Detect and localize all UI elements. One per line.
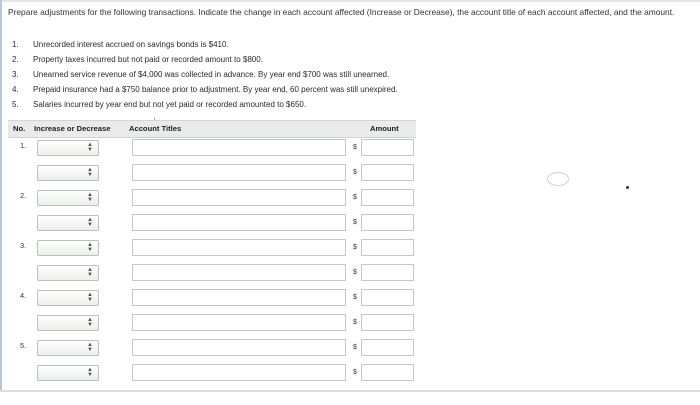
updown-chevron-icon: ▲ ▼	[87, 167, 93, 178]
updown-chevron-icon: ▲ ▼	[87, 292, 93, 303]
amount-input[interactable]	[361, 339, 414, 356]
row-number: 4.	[20, 291, 27, 300]
currency-symbol: $	[353, 219, 357, 226]
account-title-input[interactable]	[132, 339, 346, 356]
updown-chevron-icon: ▲ ▼	[87, 217, 93, 228]
change-select[interactable]	[37, 265, 99, 281]
currency-symbol: $	[353, 169, 357, 176]
updown-chevron-icon: ▲ ▼	[87, 142, 93, 153]
transaction-list	[12, 37, 572, 112]
change-select[interactable]	[37, 340, 99, 356]
amount-input[interactable]	[361, 364, 414, 381]
list-item-text: Unrecorded interest accrued on savings bonds is $410.	[33, 40, 229, 49]
list-item-number: 5.	[12, 100, 19, 109]
top-divider	[0, 0, 700, 2]
list-item-text: Unearned service revenue of $4,000 was collected in advance. By year end $700 was still unearned.	[33, 70, 390, 79]
row-number: 2.	[20, 191, 27, 200]
change-select[interactable]	[37, 365, 99, 381]
table-row	[8, 289, 428, 311]
amount-input[interactable]	[361, 164, 414, 181]
bottom-divider	[0, 390, 700, 392]
table-header	[8, 120, 416, 138]
circle-icon	[547, 172, 569, 186]
header-no: No.	[13, 124, 26, 133]
table-row	[8, 364, 428, 386]
table-row	[8, 189, 428, 211]
updown-chevron-icon: ▲ ▼	[87, 367, 93, 378]
list-item	[12, 82, 572, 97]
change-select[interactable]	[37, 140, 99, 156]
list-item-number: 2.	[12, 55, 19, 64]
list-item-text: Property taxes incurred but not paid or recorded amount to $800.	[33, 55, 263, 64]
account-title-input[interactable]	[132, 214, 346, 231]
currency-symbol: $	[353, 319, 357, 326]
account-title-input[interactable]	[132, 264, 346, 281]
amount-input[interactable]	[361, 314, 414, 331]
table-row	[8, 164, 428, 186]
header-change: Increase or Decrease	[34, 124, 111, 133]
table-row	[8, 239, 428, 261]
list-item-text: Prepaid insurance had a $750 balance prior to adjustment. By year end, 60 percent was still unexpired.	[33, 85, 398, 94]
amount-input[interactable]	[361, 239, 414, 256]
amount-input[interactable]	[361, 139, 414, 156]
change-select[interactable]	[37, 240, 99, 256]
table-row	[8, 214, 428, 236]
amount-input[interactable]	[361, 289, 414, 306]
change-select[interactable]	[37, 315, 99, 331]
updown-chevron-icon: ▲ ▼	[87, 342, 93, 353]
header-amount: Amount	[370, 124, 399, 133]
account-title-input[interactable]	[132, 314, 346, 331]
currency-symbol: $	[353, 144, 357, 151]
list-item	[12, 37, 572, 52]
row-number: 1.	[20, 141, 27, 150]
currency-symbol: $	[353, 269, 357, 276]
account-title-input[interactable]	[132, 139, 346, 156]
account-title-input[interactable]	[132, 164, 346, 181]
updown-chevron-icon: ▲ ▼	[87, 317, 93, 328]
change-select[interactable]	[37, 165, 99, 181]
account-title-input[interactable]	[132, 189, 346, 206]
instructions-text: Prepare adjustments for the following transactions. Indicate the change in each account affected (Increase or Decrease), the account title of each account affected, and the amount.	[8, 7, 675, 17]
currency-symbol: $	[353, 244, 357, 251]
left-edge-bar	[0, 0, 2, 390]
account-title-input[interactable]	[132, 289, 346, 306]
table-row	[8, 339, 428, 361]
account-title-input[interactable]	[132, 364, 346, 381]
currency-symbol: $	[353, 369, 357, 376]
table-row	[8, 139, 428, 161]
updown-chevron-icon: ▲ ▼	[87, 267, 93, 278]
amount-input[interactable]	[361, 189, 414, 206]
currency-symbol: $	[353, 294, 357, 301]
list-item	[12, 52, 572, 67]
change-select[interactable]	[37, 190, 99, 206]
row-number: 3.	[20, 241, 27, 250]
table-row	[8, 264, 428, 286]
updown-chevron-icon: ▲ ▼	[87, 192, 93, 203]
list-item-number: 1.	[12, 40, 19, 49]
amount-input[interactable]	[361, 214, 414, 231]
list-item-number: 3.	[12, 70, 19, 79]
header-account: Account Titles	[129, 124, 182, 133]
cursor-dot-icon	[626, 186, 629, 189]
list-item	[12, 97, 572, 112]
account-title-input[interactable]	[132, 239, 346, 256]
list-item-number: 4.	[12, 85, 19, 94]
list-item	[12, 67, 572, 82]
change-select[interactable]	[37, 215, 99, 231]
change-select[interactable]	[37, 290, 99, 306]
list-item-text: Salaries incurred by year end but not yet paid or recorded amounted to $650.	[33, 100, 307, 109]
currency-symbol: $	[353, 344, 357, 351]
amount-input[interactable]	[361, 264, 414, 281]
table-row	[8, 314, 428, 336]
row-number: 5.	[20, 341, 27, 350]
updown-chevron-icon: ▲ ▼	[87, 242, 93, 253]
currency-symbol: $	[353, 194, 357, 201]
